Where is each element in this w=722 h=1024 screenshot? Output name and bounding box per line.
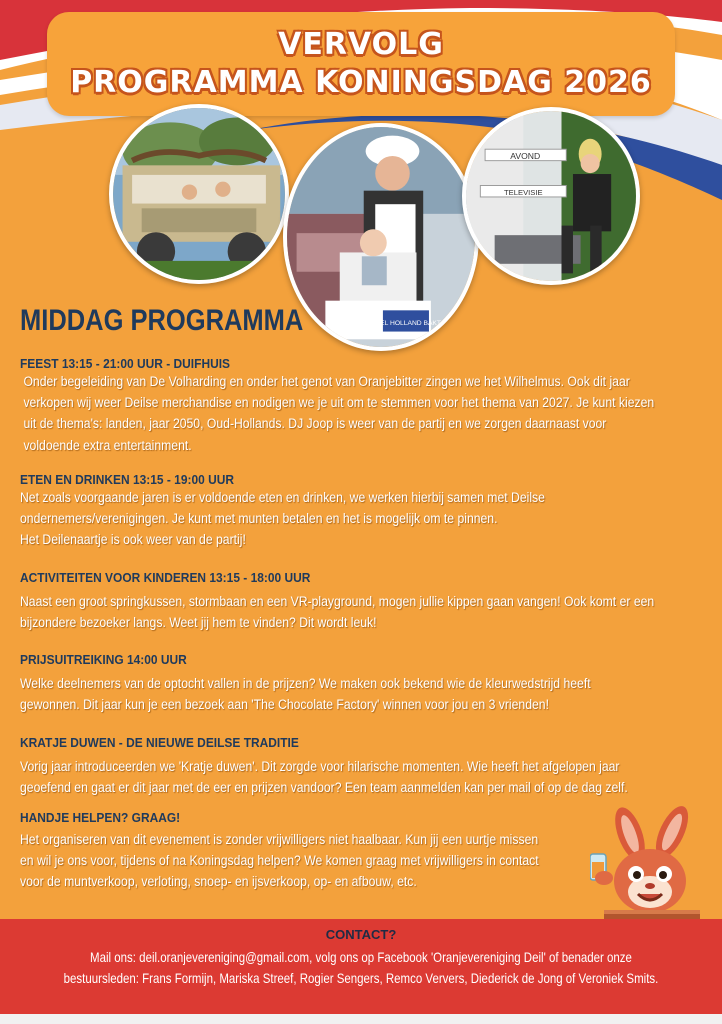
footer-line-1: Mail ons: deil.oranjevereniging@gmail.com, volg ons op Facebook 'Oranjevereniging Deil' of benader onze — [90, 949, 632, 965]
photo3-sign1: AVOND — [510, 150, 541, 161]
section-eten-drinken — [20, 472, 710, 552]
section-heading: PRIJSUITREIKING 14:00 UUR — [20, 652, 187, 667]
section-text: Net zoals voorgaande jaren is er voldoende eten en drinken, we werken hierbij samen met Deilse ondernemers/verenigingen. Je kunt met munten betalen en het is mogelijk om te pinnen. Het Deilenaartje is ook weer van de partij! — [20, 490, 545, 549]
section-heading: FEEST 13:15 - 21:00 UUR - DUIFHUIS — [20, 356, 231, 371]
section-text: Welke deelnemers van de optocht vallen in de prijzen? We maken ook bekend wie de kleurwedstrijd heeft gewonnen. Dit jaar kun je een bezoek aan 'The Chocolate Factory' winnen voor jou en 3 vrienden! — [20, 676, 591, 714]
bottom-strip — [0, 1014, 722, 1024]
section-text: Het organiseren van dit evenement is zonder vrijwilligers niet haalbaar. Kun jij een uurtje missen en wil je ons voor, tijdens of na Koningsdag helpen? We komen graag met vrijwilligers in contact voor de muntverkoop, verloting, snoep- en ijsverkoop, op- en afbouw, etc. — [20, 832, 539, 891]
section-kratje-duwen — [20, 735, 710, 799]
title-line-1: VERVOLG — [278, 27, 444, 62]
section-activiteiten — [20, 570, 710, 634]
section-heading: HANDJE HELPEN? GRAAG! — [20, 810, 181, 825]
photo-military-vehicle — [109, 104, 289, 284]
photo-avond-televisie — [462, 107, 640, 285]
title-line-2: PROGRAMMA KONINGSDAG 2026 — [70, 65, 652, 100]
rabbit-mascot-icon — [590, 806, 706, 932]
footer-line-2: bestuursleden: Frans Formijn, Mariska Streef, Rogier Sengers, Remco Ververs, Diederick de Jong of Veroniek Smits. — [63, 970, 659, 986]
photo2-sign-text: HEEL HOLLAND BAKT — [370, 319, 441, 327]
section-text: Vorig jaar introduceerden we 'Kratje duwen'. Dit zorgde voor hilarische momenten. Wie heeft het afgelopen jaar geoefend en gaat er dit jaar met de eer en prijzen vandoor? Een team aanmelden kan per mail of op de dag zelf. — [20, 759, 628, 797]
section-prijsuitreiking — [20, 652, 710, 716]
section-heading: ETEN EN DRINKEN 13:15 - 19:00 UUR — [20, 472, 235, 487]
footer-heading: CONTACT? — [325, 927, 397, 942]
section-text: Onder begeleiding van De Volharding en onder het genot van Oranjebitter zingen we het Wilhelmus. Ook dit jaar verkopen wij weer Deilse merchandise en nodigen we je uit om te stemmen voor het thema van 2027. Je kunt kiezen uit de thema's: landen, jaar 2050, Oud-Hollands. DJ Joop is weer van de partij en we zorgen daarnaast voor voldoende extra entertainment. — [23, 374, 655, 454]
title-banner — [47, 12, 675, 116]
photo-bakery — [283, 123, 479, 351]
section-heading: ACTIVITEITEN VOOR KINDEREN 13:15 - 18:00 UUR — [20, 570, 311, 585]
photo3-sign2: TELEVISIE — [504, 188, 543, 198]
section-title: MIDDAG PROGRAMMA — [20, 304, 304, 337]
contact-footer — [0, 919, 722, 1014]
section-heading: KRATJE DUWEN - DE NIEUWE DEILSE TRADITIE — [20, 735, 299, 750]
section-feest — [20, 356, 710, 457]
section-text: Naast een groot springkussen, stormbaan en een VR-playground, mogen jullie kippen gaan vangen! Ook komt er een bijzondere bezoeker langs. Weet jij hem te vinden? Dit wordt leuk! — [20, 594, 655, 632]
